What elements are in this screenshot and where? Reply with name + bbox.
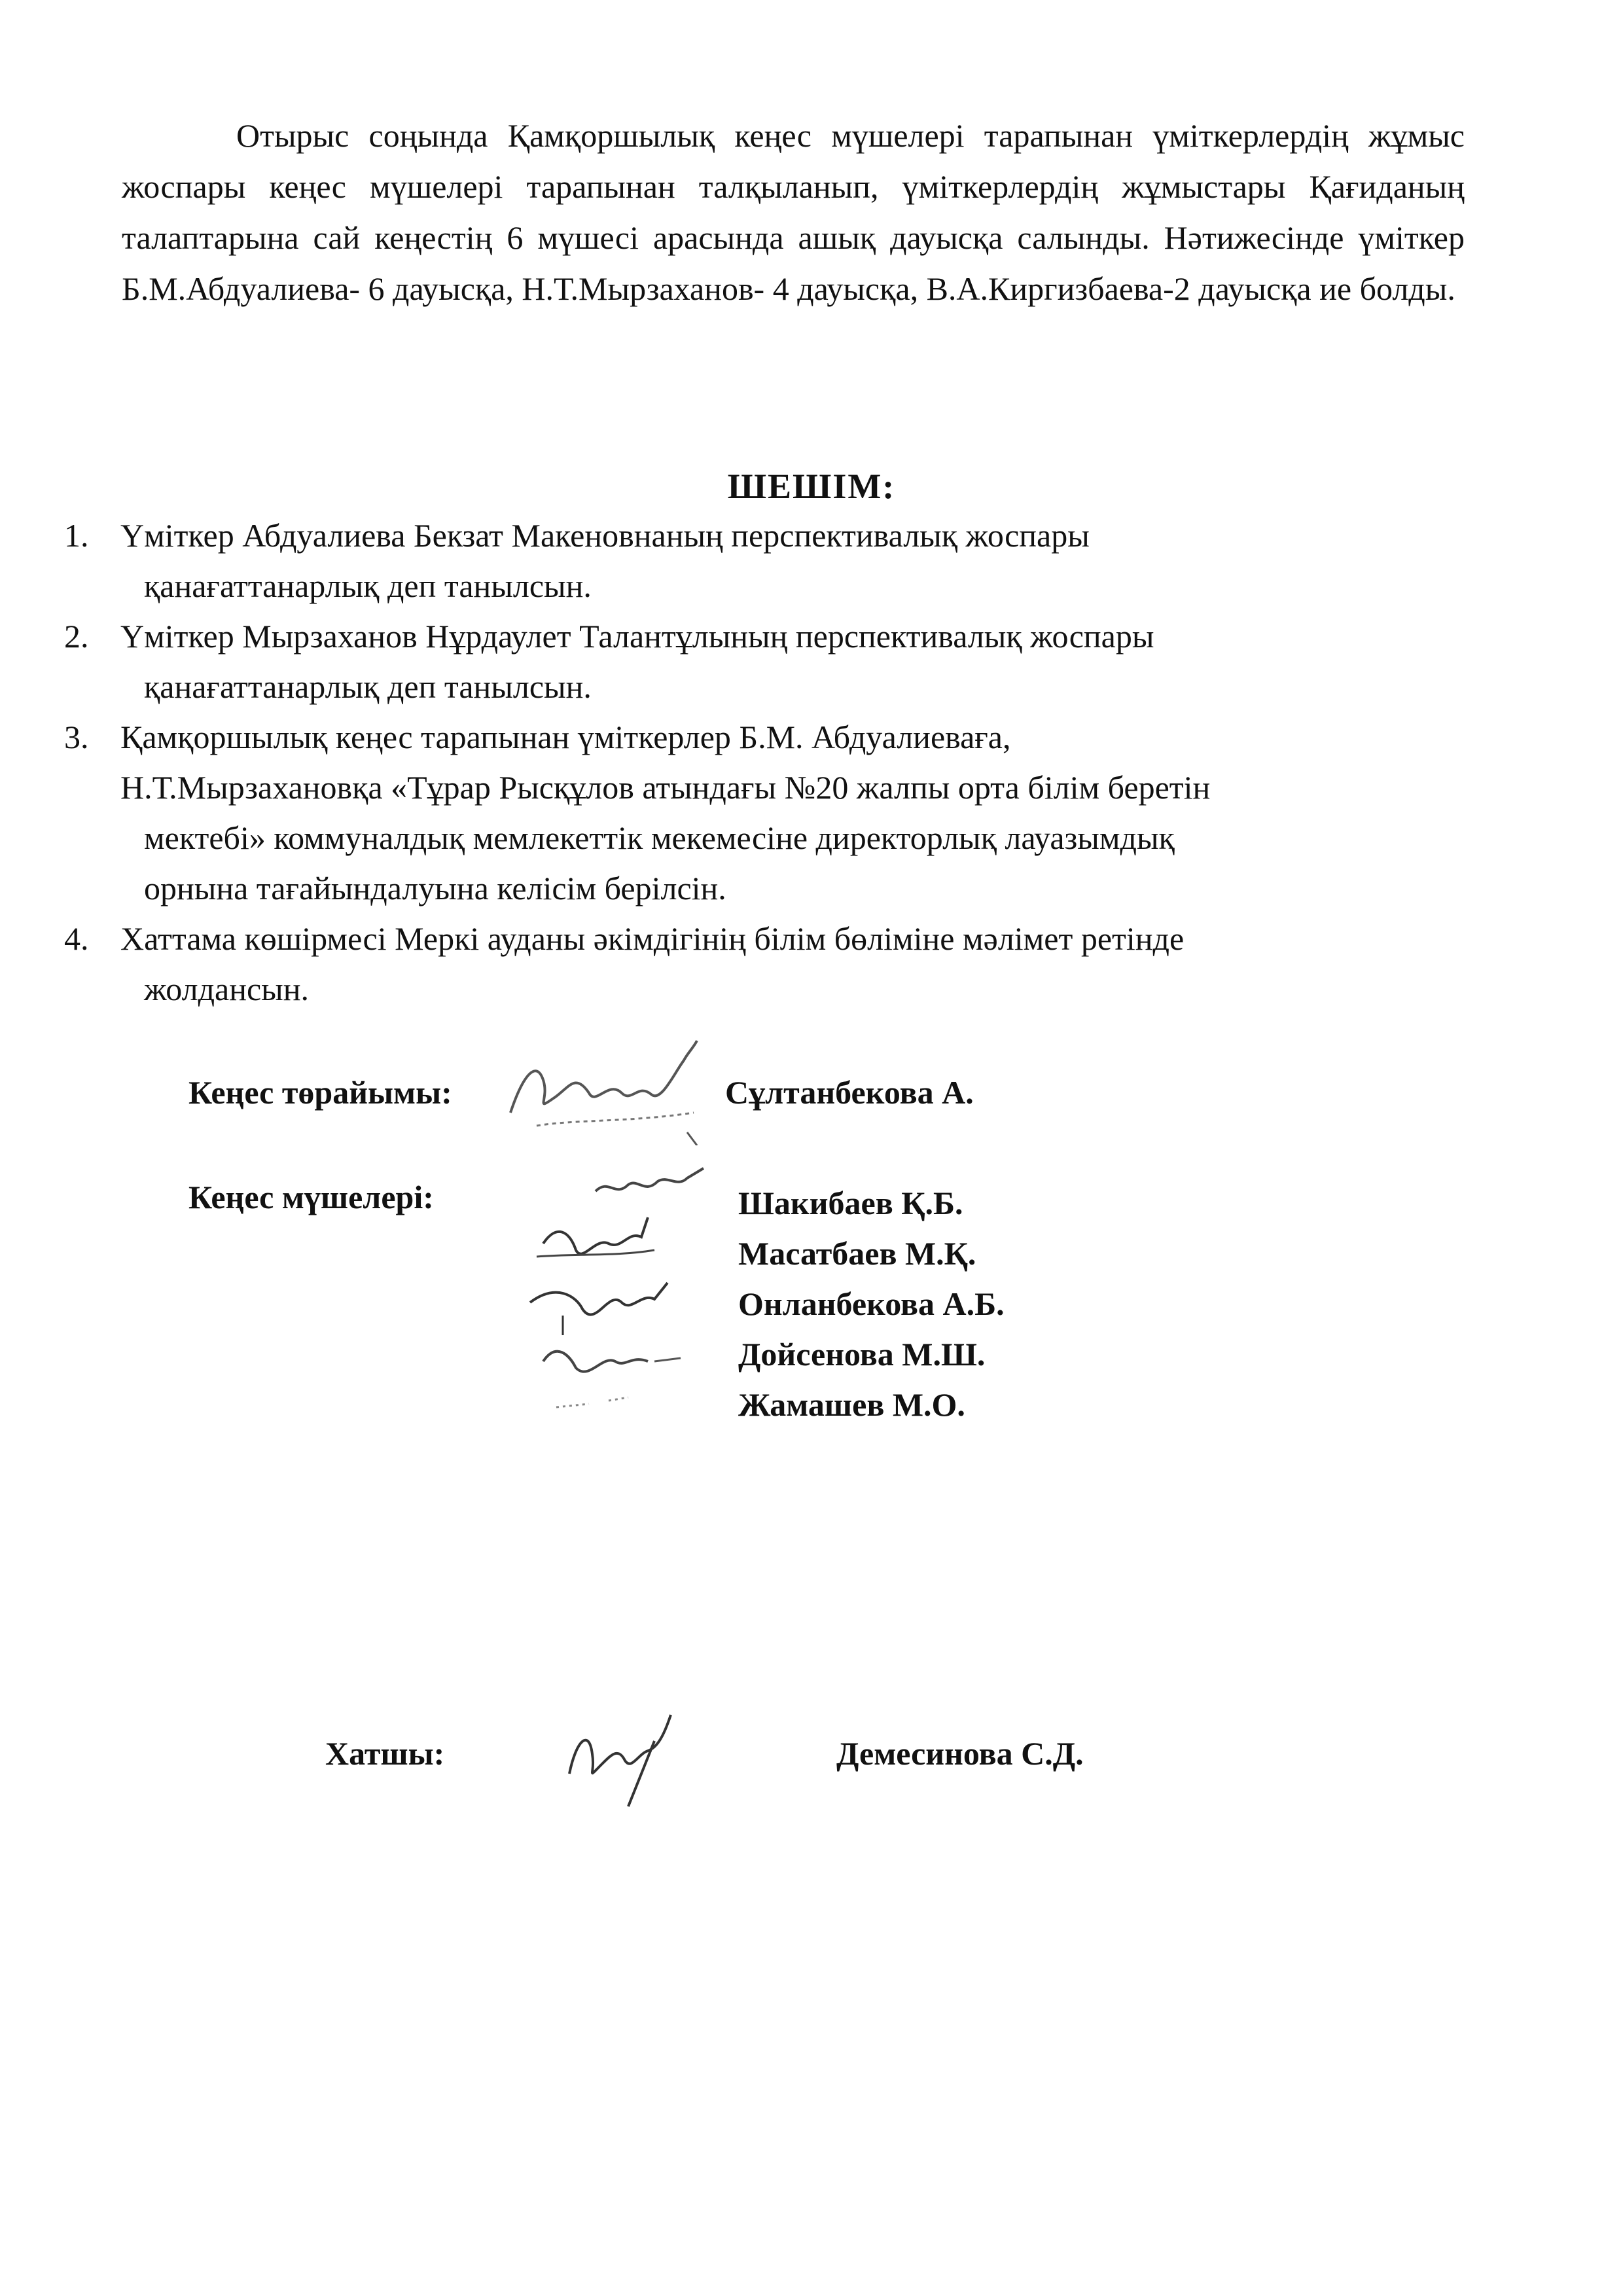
item-line: жолдансын. [144, 971, 310, 1007]
decision-item-1 [64, 511, 1438, 611]
decision-title: ШЕШІМ: [727, 467, 896, 506]
item-line: Н.Т.Мырзахановқа «Тұрар Рысқұлов атындағы №20 жалпы орта білім беретін [120, 769, 1211, 806]
member-name: Онланбекова А.Б. [738, 1285, 1005, 1322]
decision-item-2 [64, 611, 1438, 712]
item-line: Қамқоршылық кеңес тарапынан үміткерлер Б.М. Абдуалиеваға, [120, 719, 1011, 755]
decision-item-3 [64, 712, 1438, 914]
secretary-signature-icon [556, 1702, 687, 1813]
members-label: Кеңес мүшелері: [188, 1179, 434, 1215]
members-list [738, 1178, 1005, 1430]
secretary-label: Хатшы: [325, 1735, 445, 1772]
item-text [120, 611, 1438, 712]
secretary-name: Демесинова С.Д. [836, 1735, 1084, 1772]
decision-list [64, 511, 1438, 1014]
members-signatures-icon [517, 1165, 733, 1427]
decision-item-4 [64, 914, 1438, 1014]
item-number: 1. [64, 517, 89, 554]
item-number: 2. [64, 618, 89, 655]
member-name: Дойсенова М.Ш. [738, 1336, 986, 1372]
chair-name: Сұлтанбекова А. [725, 1074, 974, 1111]
member-name: Шакибаев Қ.Б. [738, 1185, 963, 1221]
item-line: қанағаттанарлық деп танылсын. [144, 567, 592, 604]
item-text [120, 511, 1438, 611]
item-number: 3. [64, 719, 89, 755]
item-line: Үміткер Абдуалиева Бекзат Макеновнаның перспективалық жоспары [120, 517, 1090, 554]
item-line: Үміткер Мырзаханов Нұрдаулет Талантұлының перспективалық жоспары [120, 618, 1154, 655]
item-text [120, 914, 1438, 1014]
item-line: мектебі» коммуналдық мемлекеттік мекемесіне директорлық лауазымдық [144, 819, 1175, 856]
chair-label: Кеңес төрайымы: [188, 1074, 452, 1111]
item-line: орнына тағайындалуына келісім берілсін. [144, 870, 726, 906]
intro-paragraph: Отырыс соңында Қамқоршылық кеңес мүшелері тарапынан үміткерлердің жұмыс жоспары кеңес мүшелері тарапынан талқыланып, үміткерлердің жұмыстары Қағиданың талаптарына сай кеңестің 6 мүшесі арасында ашық дауысқа салынды. Нәтижесінде үміткер Б.М.Абдуалиева- 6 дауысқа, Н.Т.Мырзаханов- 4 дауысқа, В.А.Киргизбаева-2 дауысқа ие болды. [122, 117, 1465, 307]
member-name: Масатбаев М.Қ. [738, 1235, 976, 1272]
item-number: 4. [64, 920, 89, 957]
item-text [120, 712, 1438, 914]
member-name: Жамашев М.О. [738, 1386, 965, 1423]
chair-signature-icon [497, 1034, 713, 1145]
item-line: Хаттама көшірмесі Меркі ауданы әкімдігінің білім бөліміне мәлімет ретінде [120, 920, 1185, 957]
item-line: қанағаттанарлық деп танылсын. [144, 668, 592, 705]
